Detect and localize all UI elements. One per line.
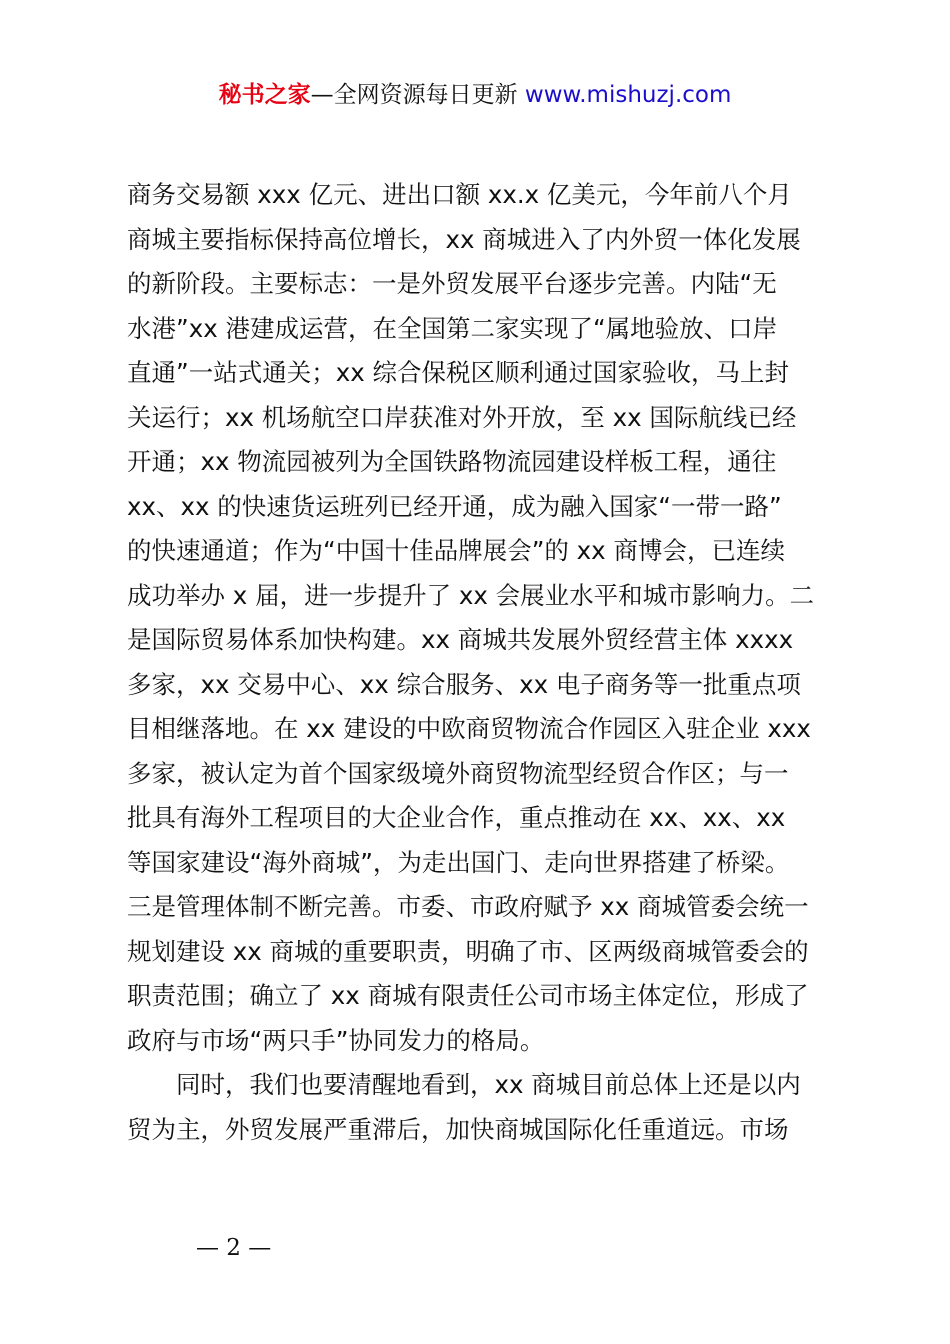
text-line: 是国际贸易体系加快构建。xx 商城共发展外贸经营主体 xxxx bbox=[127, 625, 794, 654]
text-line: 商务交易额 xxx 亿元、进出口额 xx.x 亿美元，今年前八个月 bbox=[127, 180, 792, 209]
text-line: 三是管理体制不断完善。市委、市政府赋予 xx 商城管委会统一 bbox=[127, 892, 809, 921]
paragraph-start-line: 同时，我们也要清醒地看到，xx 商城目前总体上还是以内 bbox=[176, 1070, 801, 1099]
text-line: 开通；xx 物流园被列为全国铁路物流园建设样板工程，通往 bbox=[127, 447, 777, 476]
text-line: 批具有海外工程项目的大企业合作，重点推动在 xx、xx、xx bbox=[127, 803, 786, 832]
document-body bbox=[127, 173, 847, 1152]
text-line: 的新阶段。主要标志：一是外贸发展平台逐步完善。内陆“无 bbox=[127, 269, 777, 298]
text-line: 等国家建设“海外商城”，为走出国门、走向世界搭建了桥梁。 bbox=[127, 847, 790, 877]
text-line: 商城主要指标保持高位增长，xx 商城进入了内外贸一体化发展 bbox=[127, 224, 801, 254]
text-line: 贸为主，外贸发展严重滞后，加快商城国际化任重道远。市场 bbox=[127, 1114, 789, 1144]
text-line: 的快速通道；作为“中国十佳品牌展会”的 xx 商博会，已连续 bbox=[127, 536, 785, 565]
text-line: 政府与市场“两只手”协同发力的格局。 bbox=[127, 1025, 545, 1055]
text-line: 职责范围；确立了 xx 商城有限责任公司市场主体定位，形成了 bbox=[127, 981, 809, 1010]
text-line: 多家，被认定为首个国家级境外商贸物流型经贸合作区；与一 bbox=[127, 758, 789, 788]
site-brand: 秘书之家 bbox=[218, 82, 311, 108]
site-url-link[interactable]: www.mishuzj.com bbox=[524, 82, 732, 108]
site-header bbox=[0, 78, 950, 112]
text-line: 关运行；xx 机场航空口岸获准对外开放，至 xx 国际航线已经 bbox=[127, 402, 797, 432]
text-line: 多家，xx 交易中心、xx 综合服务、xx 电子商务等一批重点项 bbox=[127, 669, 801, 699]
text-line: xx、xx 的快速货运班列已经开通，成为融入国家“一带一路” bbox=[127, 491, 782, 521]
page-number: — 2 — bbox=[196, 1235, 272, 1261]
text-line: 水港”xx 港建成运营，在全国第二家实现了“属地验放、口岸 bbox=[127, 313, 778, 343]
text-line: 规划建设 xx 商城的重要职责，明确了市、区两级商城管委会的 bbox=[127, 936, 809, 966]
site-tagline: —全网资源每日更新 bbox=[310, 82, 518, 108]
text-line: 目相继落地。在 xx 建设的中欧商贸物流合作园区入驻企业 xxx bbox=[127, 714, 811, 743]
text-line: 直通”一站式通关；xx 综合保税区顺利通过国家验收，马上封 bbox=[127, 358, 789, 387]
text-line: 成功举办 x 届，进一步提升了 xx 会展业水平和城市影响力。二 bbox=[127, 580, 815, 610]
